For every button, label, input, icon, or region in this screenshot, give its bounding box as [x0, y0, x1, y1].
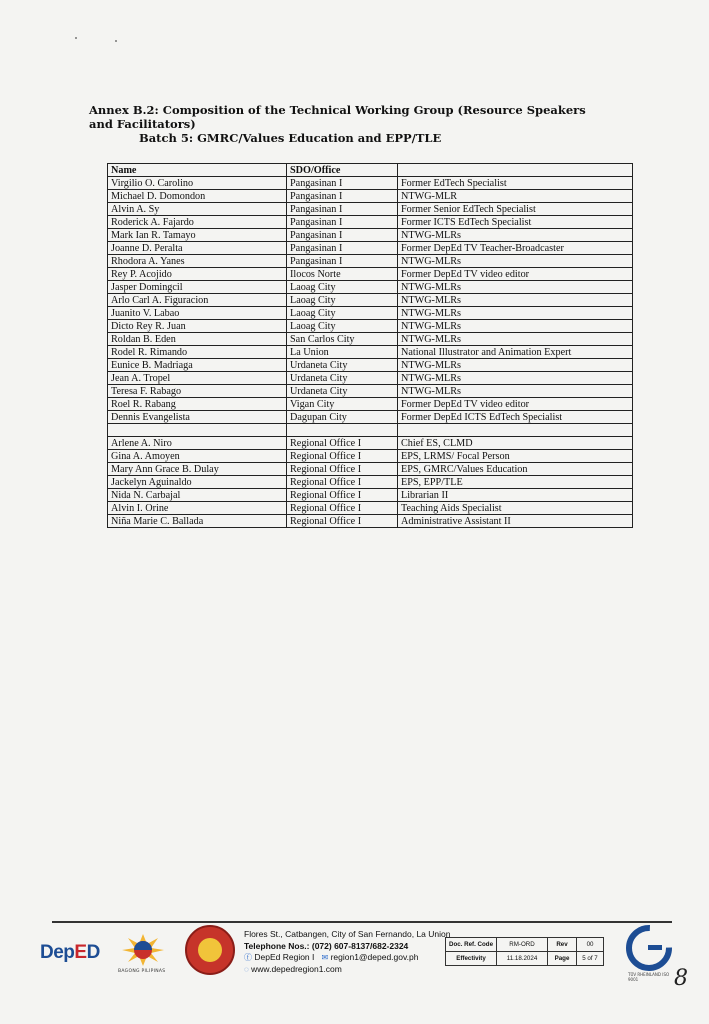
cell-role: NTWG-MLRs [398, 307, 633, 320]
cell-role: NTWG-MLRs [398, 281, 633, 294]
twg-table [107, 163, 633, 528]
deped-logo: DepED [40, 942, 100, 963]
cell-name: Arlo Carl A. Figuracion [108, 294, 287, 307]
cell-office: Pangasinan I [287, 216, 398, 229]
cell-name: Jackelyn Aguinaldo [108, 476, 287, 489]
cell-role: NTWG-MLRs [398, 359, 633, 372]
cell-name: Niña Marie C. Ballada [108, 515, 287, 528]
table-row [108, 203, 633, 216]
cell-role: NTWG-MLRs [398, 294, 633, 307]
table-row [108, 385, 633, 398]
cell-name: Jasper Domingcil [108, 281, 287, 294]
cell-office: Pangasinan I [287, 242, 398, 255]
cell-name: Nida N. Carbajal [108, 489, 287, 502]
table-row [108, 411, 633, 424]
cell-role: Chief ES, CLMD [398, 437, 633, 450]
scan-speck [115, 40, 117, 42]
facebook-icon: ⓕ [244, 953, 252, 962]
header-role [398, 164, 633, 177]
table-row [108, 229, 633, 242]
table-row [108, 216, 633, 229]
handwritten-page-number: 8 [674, 966, 688, 991]
doc-eff-value: 11.18.2024 [497, 952, 548, 966]
cell-office: Pangasinan I [287, 229, 398, 242]
header-name: Name [108, 164, 287, 177]
cell-office: Laoag City [287, 307, 398, 320]
cell-office: Urdaneta City [287, 385, 398, 398]
heading-line-1: Annex B.2: Composition of the Technical Working Group (Resource Speakers [89, 103, 586, 117]
heading-batch: Batch 5: GMRC/Values Education and EPP/TLE [139, 131, 442, 145]
doc-rev-label: Rev [548, 938, 577, 952]
cell-name: Arlene A. Niro [108, 437, 287, 450]
facebook-text: DepEd Region I [254, 952, 315, 962]
cell-role: Former DepEd TV Teacher-Broadcaster [398, 242, 633, 255]
cell-role: NTWG-MLRs [398, 372, 633, 385]
table-row [108, 320, 633, 333]
heading-line-2: and Facilitators) [89, 117, 196, 131]
cell-office: Urdaneta City [287, 372, 398, 385]
cell-office: Pangasinan I [287, 255, 398, 268]
cell-office: Pangasinan I [287, 203, 398, 216]
cell-name: Rhodora A. Yanes [108, 255, 287, 268]
deped-seal-center [198, 938, 222, 962]
table-row [108, 463, 633, 476]
cell-office: Regional Office I [287, 437, 398, 450]
cell-office: Pangasinan I [287, 190, 398, 203]
bagong-pilipinas-text: BAGONG PILIPINAS [118, 969, 166, 974]
doc-page-label: Page [548, 952, 577, 966]
table-row [108, 333, 633, 346]
cell-name: Joanne D. Peralta [108, 242, 287, 255]
header-office: SDO/Office [287, 164, 398, 177]
table-gap [108, 424, 633, 437]
cell-office: Regional Office I [287, 515, 398, 528]
cell-name: Dennis Evangelista [108, 411, 287, 424]
cell-name: Mark Ian R. Tamayo [108, 229, 287, 242]
cell-name: Michael D. Domondon [108, 190, 287, 203]
cell-office: Regional Office I [287, 450, 398, 463]
doc-rev-value: 00 [577, 938, 604, 952]
globe-icon: ◌ [244, 964, 249, 974]
doc-eff-label: Effectivity [446, 952, 497, 966]
cell-role: Former DepEd ICTS EdTech Specialist [398, 411, 633, 424]
cell-name: Rodel R. Rimando [108, 346, 287, 359]
table-row [108, 398, 633, 411]
table-row [108, 372, 633, 385]
table-row [108, 359, 633, 372]
email-icon: ✉ [321, 953, 329, 962]
cell-name: Roel R. Rabang [108, 398, 287, 411]
cell-role: Former EdTech Specialist [398, 177, 633, 190]
cell-office: Regional Office I [287, 463, 398, 476]
cell-role: Former DepEd TV video editor [398, 398, 633, 411]
cell-role: EPS, EPP/TLE [398, 476, 633, 489]
phone-label: Telephone Nos.: [244, 940, 310, 951]
cell-role: NTWG-MLRs [398, 255, 633, 268]
contact-block [244, 929, 450, 975]
phone-text: (072) 607-8137/682-2324 [311, 940, 409, 951]
cell-office: Regional Office I [287, 489, 398, 502]
cell-role: EPS, LRMS/ Focal Person [398, 450, 633, 463]
iso-certification-logo [626, 925, 672, 971]
table-row-spacer [108, 424, 633, 437]
table-row [108, 346, 633, 359]
table-body-sdo [108, 177, 633, 424]
table-row [108, 307, 633, 320]
cell-office: Ilocos Norte [287, 268, 398, 281]
table-row [108, 502, 633, 515]
cell-role: NTWG-MLR [398, 190, 633, 203]
cell-name: Alvin A. Sy [108, 203, 287, 216]
cell-office: Pangasinan I [287, 177, 398, 190]
cell-role: Teaching Aids Specialist [398, 502, 633, 515]
table-row [108, 476, 633, 489]
doc-page-value: 5 of 7 [577, 952, 604, 966]
email-text: region1@deped.gov.ph [330, 952, 419, 962]
cell-name: Virgilio O. Carolino [108, 177, 287, 190]
table-body-regional [108, 437, 633, 528]
scan-speck [75, 37, 77, 39]
website-text: www.depedregion1.com [251, 963, 342, 974]
cell-role: NTWG-MLRs [398, 229, 633, 242]
table-row [108, 450, 633, 463]
cell-name: Eunice B. Madriaga [108, 359, 287, 372]
iso-certification-text: TÜV RHEINLAND ISO 9001 [628, 972, 670, 982]
table-row [108, 177, 633, 190]
footer-divider [52, 921, 672, 923]
cell-office: Regional Office I [287, 476, 398, 489]
cell-office: Urdaneta City [287, 359, 398, 372]
cell-office: Vigan City [287, 398, 398, 411]
cell-office: Dagupan City [287, 411, 398, 424]
cell-office: Laoag City [287, 320, 398, 333]
doc-ref-label: Doc. Ref. Code [446, 938, 497, 952]
cell-role: NTWG-MLRs [398, 333, 633, 346]
cell-role: National Illustrator and Animation Expert [398, 346, 633, 359]
cell-role: Former ICTS EdTech Specialist [398, 216, 633, 229]
cell-role: Former DepEd TV video editor [398, 268, 633, 281]
table-row [108, 242, 633, 255]
cell-name: Gina A. Amoyen [108, 450, 287, 463]
table-row [108, 489, 633, 502]
cell-role: Librarian II [398, 489, 633, 502]
cell-name: Jean A. Tropel [108, 372, 287, 385]
cell-name: Juanito V. Labao [108, 307, 287, 320]
cell-name: Roderick A. Fajardo [108, 216, 287, 229]
cell-name: Alvin I. Orine [108, 502, 287, 515]
cell-name: Roldan B. Eden [108, 333, 287, 346]
table-row [108, 515, 633, 528]
table-row [108, 268, 633, 281]
cell-office: La Union [287, 346, 398, 359]
cell-name: Rey P. Acojido [108, 268, 287, 281]
cell-office: Laoag City [287, 294, 398, 307]
cell-name: Mary Ann Grace B. Dulay [108, 463, 287, 476]
cell-office: Regional Office I [287, 502, 398, 515]
cell-office: San Carlos City [287, 333, 398, 346]
cell-role: EPS, GMRC/Values Education [398, 463, 633, 476]
table-row [108, 281, 633, 294]
doc-ref-value: RM-ORD [497, 938, 548, 952]
cell-name: Dicto Rey R. Juan [108, 320, 287, 333]
cell-role: NTWG-MLRs [398, 320, 633, 333]
doc-control-table [445, 937, 604, 966]
cell-role: NTWG-MLRs [398, 385, 633, 398]
table-header-row [108, 164, 633, 177]
cell-role: Administrative Assistant II [398, 515, 633, 528]
table-row [108, 190, 633, 203]
cell-name: Teresa F. Rabago [108, 385, 287, 398]
address-text: Flores St., Catbangen, City of San Fernando, La Union [244, 929, 451, 939]
table-row [108, 294, 633, 307]
table-row [108, 437, 633, 450]
cell-office: Laoag City [287, 281, 398, 294]
bagong-pilipinas-logo [120, 932, 166, 968]
table-row [108, 255, 633, 268]
cell-role: Former Senior EdTech Specialist [398, 203, 633, 216]
annex-heading [89, 103, 629, 145]
